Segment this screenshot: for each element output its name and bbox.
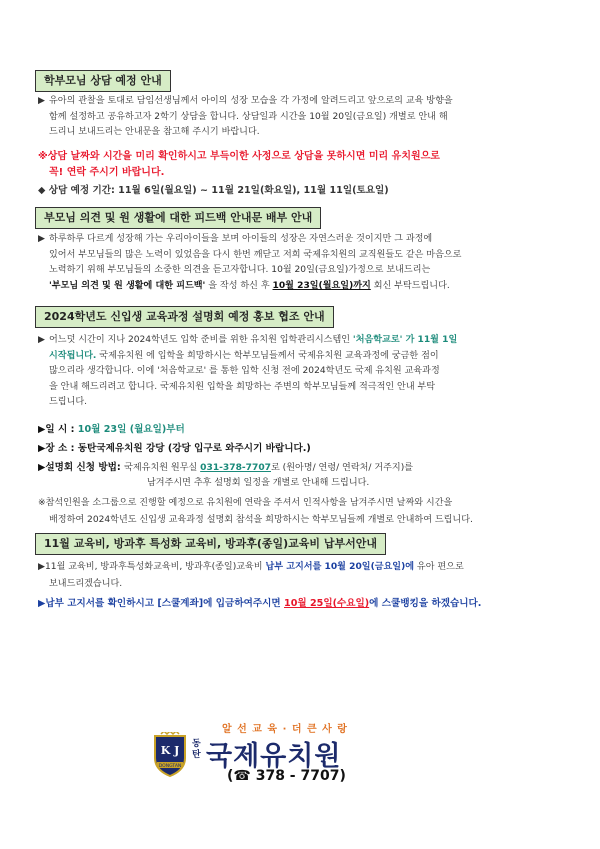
section-title-consultation: 학부모님 상담 예정 안내 bbox=[35, 70, 171, 92]
consultation-warning: ※상담 날짜와 시간을 미리 확인하시고 부득이한 사정으로 상담을 못하시면 미리 유치원으로 꼭! 연락 주시기 바랍니다. bbox=[38, 151, 440, 178]
briefing-apply-method: ▶설명회 신청 방법: 국제유치원 원무실 031-378-7707로 (원아명/ 연령/ 연락처/ 거주지)를 bbox=[38, 462, 414, 473]
section-title-feedback: 부모님 의견 및 원 생활에 대한 피드백 안내문 배부 안내 bbox=[35, 207, 321, 229]
feedback-paragraph: ▶ 하루하루 다르게 성장해 가는 우리아이들을 보며 아이들의 성장은 자연스러운 것이지만 그 과정에 있어서 부모님들의 많은 노력이 있었음을 다시 한번 깨닫고 저희 국제유치원의 교직원들도 같은 마음으로 노력하기 위해 부모님들의 소중한 의견을 듣고자합니다. 10월 20일(금요일)가정으로 보내드리는 '부모님 의견 및 원 생활에 대한 피드백' 을 작성 하신 후 10월 23일(월요일)까지 회신 부탁드립니다. bbox=[38, 234, 462, 291]
briefing-note-a: ※참석인원을 소그룹으로 진행할 예정으로 유치원에 연락을 주셔서 인적사항을 남겨주시면 날짜와 시간을 bbox=[38, 498, 453, 508]
consultation-period: ◆ 상담 예정 기간: 11월 6일(월요일) ~ 11월 21일(화요일), 11월 11일(토요일) bbox=[38, 185, 389, 196]
briefing-apply-note: 남겨주시면 추후 설명회 일정을 개별로 안내해 드립니다. bbox=[147, 478, 370, 488]
logo-dongtan: 동 탄 bbox=[192, 739, 201, 760]
tuition-line-c: ▶납부 고지서를 확인하시고 [스쿨계좌]에 입금하여주시면 10월 25일(수요일)에 스쿨뱅킹을 하겠습니다. bbox=[38, 598, 482, 609]
consultation-paragraph: ▶ 유아의 관찰을 토대로 담임선생님께서 아이의 성장 모습을 각 가정에 알려드리고 앞으로의 교육 방향을 함께 설정하고 공유하고자 2학기 상담을 합니다. 상담일과 시간을 10월 20일(금요일) 개별로 안내 해 드리니 보내드리는 안내문을 참고해 주시기 바랍니다. bbox=[38, 96, 453, 138]
phone-link[interactable]: 031-378-7707 bbox=[200, 463, 271, 473]
emblem-sub: DONGTAN bbox=[158, 764, 182, 769]
arrow-bullet-icon: ▶ bbox=[38, 96, 45, 106]
briefing-date: ▶일 시 : 10월 23일 (월요일)부터 bbox=[38, 424, 185, 435]
logo-name: 국제유치원 bbox=[206, 741, 342, 772]
briefing-place: ▶장 소 : 동탄국제유치원 강당 (강당 입구로 와주시기 바랍니다.) bbox=[38, 443, 311, 454]
admission-paragraph: ▶ 어느덧 시간이 지나 2024학년도 입학 준비를 위한 유치원 입학관리시스템인 '처음학교로' 가 11월 1일 시작됩니다. 국제유치원 에 입학을 희망하시는 학부모님들께서 국제유치원 교육과정에 궁금한 점이 많으리라 생각합니다. 이에 '처음학교로' 를 통한 입학 신청 전에 2024학년도 국제 유치원 교육과정 을 안내 해드리려고 합니다. 국제유치원 입학을 희망하는 주변의 학부모님들께 적극적인 안내 부탁 드립니다. bbox=[38, 335, 458, 408]
school-emblem-icon bbox=[152, 732, 188, 778]
section-title-tuition: 11월 교육비, 방과후 특성화 교육비, 방과후(종일)교육비 납부서안내 bbox=[35, 533, 386, 555]
briefing-note-b: 배정하여 2024학년도 신입생 교육과정 설명회 참석을 희망하시는 학부모님들께 개별로 안내하여 드립니다. bbox=[49, 515, 473, 525]
kindergarten-logo bbox=[152, 720, 452, 790]
tuition-line-b: 보내드리겠습니다. bbox=[49, 579, 123, 589]
arrow-bullet-icon: ▶ bbox=[38, 335, 45, 345]
tuition-line-a: ▶11월 교육비, 방과후특성화교육비, 방과후(종일)교육비 납부 고지서를 10월 20일(금요일)에 유아 편으로 bbox=[38, 562, 464, 572]
arrow-bullet-icon: ▶ bbox=[38, 234, 45, 244]
emblem-text: K J bbox=[160, 744, 180, 757]
section-title-admission: 2024학년도 신입생 교육과정 설명회 예정 홍보 협조 안내 bbox=[35, 306, 334, 328]
logo-slogan: 알 선 교 육 · 더 큰 사 랑 bbox=[222, 724, 348, 735]
logo-phone: (☎ 378 - 7707) bbox=[227, 768, 346, 784]
